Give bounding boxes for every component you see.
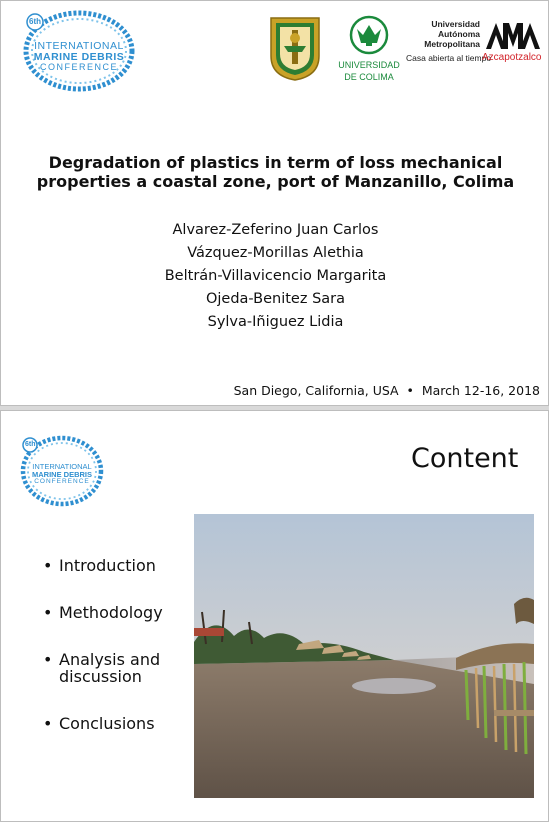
content-slide (0, 410, 549, 822)
conference-line1: INTERNATIONAL (32, 462, 92, 471)
conference-edition: 6th (25, 441, 36, 448)
conference-line3: CONFERENCE (34, 478, 90, 485)
list-item-label: Methodology (59, 603, 163, 622)
conference-line3: CONFERENCE (39, 62, 118, 72)
bullet-icon: • (43, 603, 53, 622)
author-name: Alvarez-Zeferino Juan Carlos (172, 222, 379, 238)
author-name: Sylva-Iñiguez Lidia (207, 314, 344, 330)
uam-name-line3: Metropolitana (424, 39, 480, 49)
udec-name-line2: DE COLIMA (344, 71, 394, 82)
list-item (41, 557, 191, 574)
list-item (41, 651, 191, 685)
bullet-icon: • (43, 650, 53, 669)
bullet-icon: • (43, 556, 53, 575)
uam-tagline: Casa abierta al tiempo (406, 53, 492, 63)
list-item (41, 604, 191, 621)
conference-logo (19, 433, 105, 509)
uam-mark-icon (484, 21, 542, 51)
title-line1: Degradation of plastics in term of loss mechanical (48, 153, 503, 172)
beach-photo-image (194, 514, 534, 798)
udec-name-line1: UNIVERSIDAD (338, 60, 400, 70)
presentation-title (21, 153, 530, 191)
conference-logo (21, 8, 137, 94)
uam-name-line2: Autónoma (437, 29, 480, 39)
university-shield-logo (269, 16, 321, 82)
author-name: Beltrán-Villavicencio Margarita (164, 268, 387, 284)
author-list (1, 219, 549, 334)
list-item-label: Analysis and discussion (59, 650, 161, 686)
list-item (41, 715, 191, 732)
event-location-date: San Diego, California, USA • March 12-16, 2018 (233, 383, 540, 398)
conference-edition: 6th (29, 17, 41, 26)
title-slide (0, 0, 549, 406)
uam-logo (406, 19, 546, 69)
conference-line2: MARINE DEBRIS (33, 51, 125, 63)
bullet-icon: • (43, 714, 53, 733)
conference-line1: INTERNATIONAL (34, 40, 124, 52)
author-name: Ojeda-Benitez Sara (205, 291, 346, 307)
shield-icon (269, 16, 321, 82)
content-list (41, 557, 191, 762)
author-name: Vázquez-Morillas Alethia (187, 245, 364, 261)
uam-name (424, 19, 480, 49)
title-line2: properties a coastal zone, port of Manzanillo, Colima (36, 172, 515, 191)
udec-eagle-icon (347, 15, 391, 55)
list-item-label: Conclusions (59, 714, 155, 733)
uam-campus: Azcapotzalco (482, 52, 542, 63)
conference-line2: MARINE DEBRIS (31, 470, 92, 479)
beach-photo (194, 514, 534, 798)
udec-logo (338, 15, 400, 83)
slide-title: Content (411, 443, 519, 474)
uam-name-line1: Universidad (431, 19, 480, 29)
list-item-label: Introduction (59, 556, 156, 575)
